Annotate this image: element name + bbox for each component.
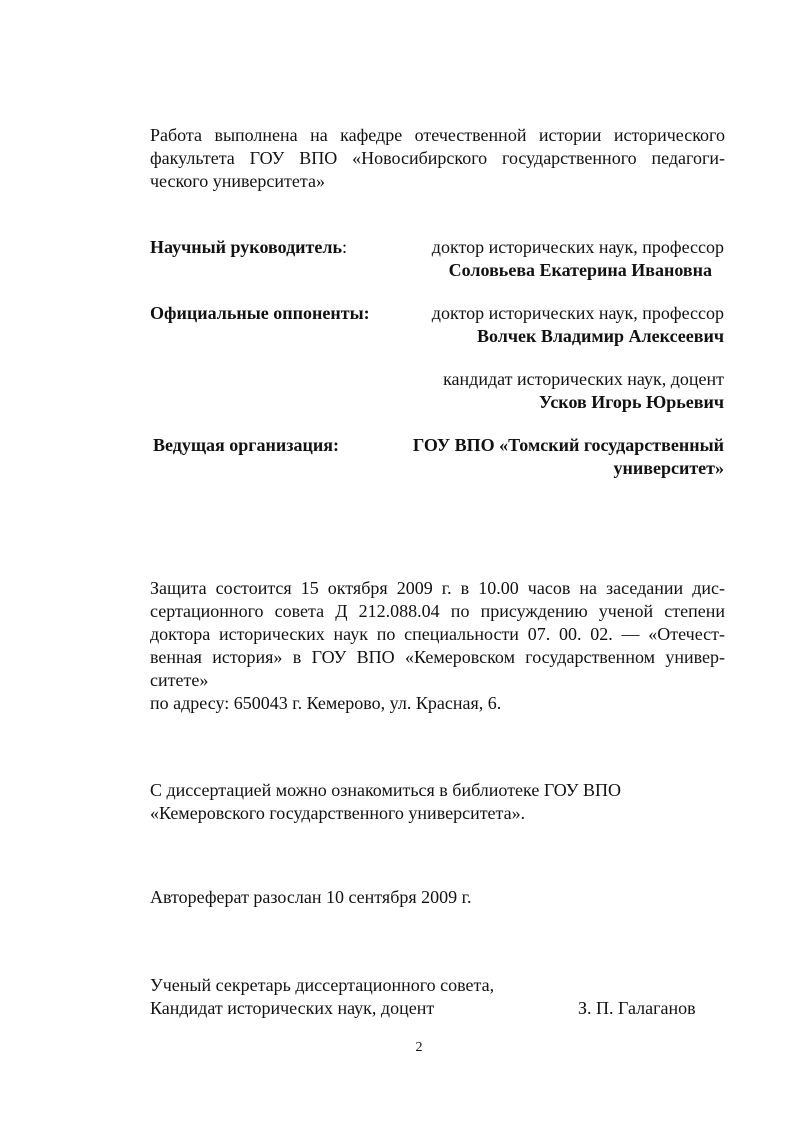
library-line-2: «Кемеровского государственного университета». bbox=[150, 803, 526, 823]
opponent-1-name: Волчек Владимир Алексеевич bbox=[476, 326, 724, 346]
supervisor-degree: доктор исторических наук, профессор bbox=[431, 237, 724, 257]
secretary-name: З. П. Галаганов bbox=[578, 998, 696, 1018]
abstract-sent-date: Автореферат разослан 10 сентября 2009 г. bbox=[150, 887, 472, 907]
defense-address: по адресу: 650043 г. Кемерово, ул. Красная, 6. bbox=[150, 693, 502, 713]
leading-org-line2: университет» bbox=[613, 458, 724, 478]
supervisor-name: Соловьева Екатерина Ивановна bbox=[448, 260, 712, 280]
library-line-1: С диссертацией можно ознакомиться в библиотеке ГОУ ВПО bbox=[150, 780, 622, 800]
supervisor-label-colon: : bbox=[342, 237, 348, 257]
page-number: 2 bbox=[415, 1040, 423, 1055]
secretary-degree: Кандидат исторических наук, доцент bbox=[150, 998, 435, 1018]
defense-line: венная история» в ГОУ ВПО «Кемеровском государственном универ- bbox=[150, 647, 725, 667]
intro-line: Работа выполнена на кафедре отечественной истории исторического bbox=[150, 125, 725, 145]
intro-paragraph bbox=[150, 124, 725, 193]
supervisor-label-text: Научный руководитель bbox=[150, 237, 342, 257]
leading-org-label: Ведущая организация: bbox=[153, 435, 339, 455]
opponent-2-name: Усков Игорь Юрьевич bbox=[539, 392, 724, 412]
leading-org-line1: ГОУ ВПО «Томский государственный bbox=[412, 435, 724, 455]
intro-line: ческого университета» bbox=[150, 171, 325, 191]
defense-paragraph bbox=[150, 577, 725, 715]
intro-line: факультета ГОУ ВПО «Новосибирского государственного педагоги- bbox=[150, 148, 725, 168]
opponents-label: Официальные оппоненты: bbox=[150, 303, 370, 323]
supervisor-label bbox=[150, 236, 347, 259]
opponent-1-degree: доктор исторических наук, профессор bbox=[431, 303, 724, 323]
defense-line: Защита состоится 15 октября 2009 г. в 10.00 часов на заседании дис- bbox=[150, 578, 725, 598]
defense-line: ситете» bbox=[150, 670, 209, 690]
defense-line: сертационного совета Д 212.088.04 по присуждению ученой степени bbox=[150, 601, 725, 621]
secretary-title: Ученый секретарь диссертационного совета, bbox=[150, 975, 495, 995]
opponent-2-degree: кандидат исторических наук, доцент bbox=[443, 369, 724, 389]
defense-line: доктора исторических наук по специальности 07. 00. 02. — «Отечест- bbox=[150, 624, 725, 644]
